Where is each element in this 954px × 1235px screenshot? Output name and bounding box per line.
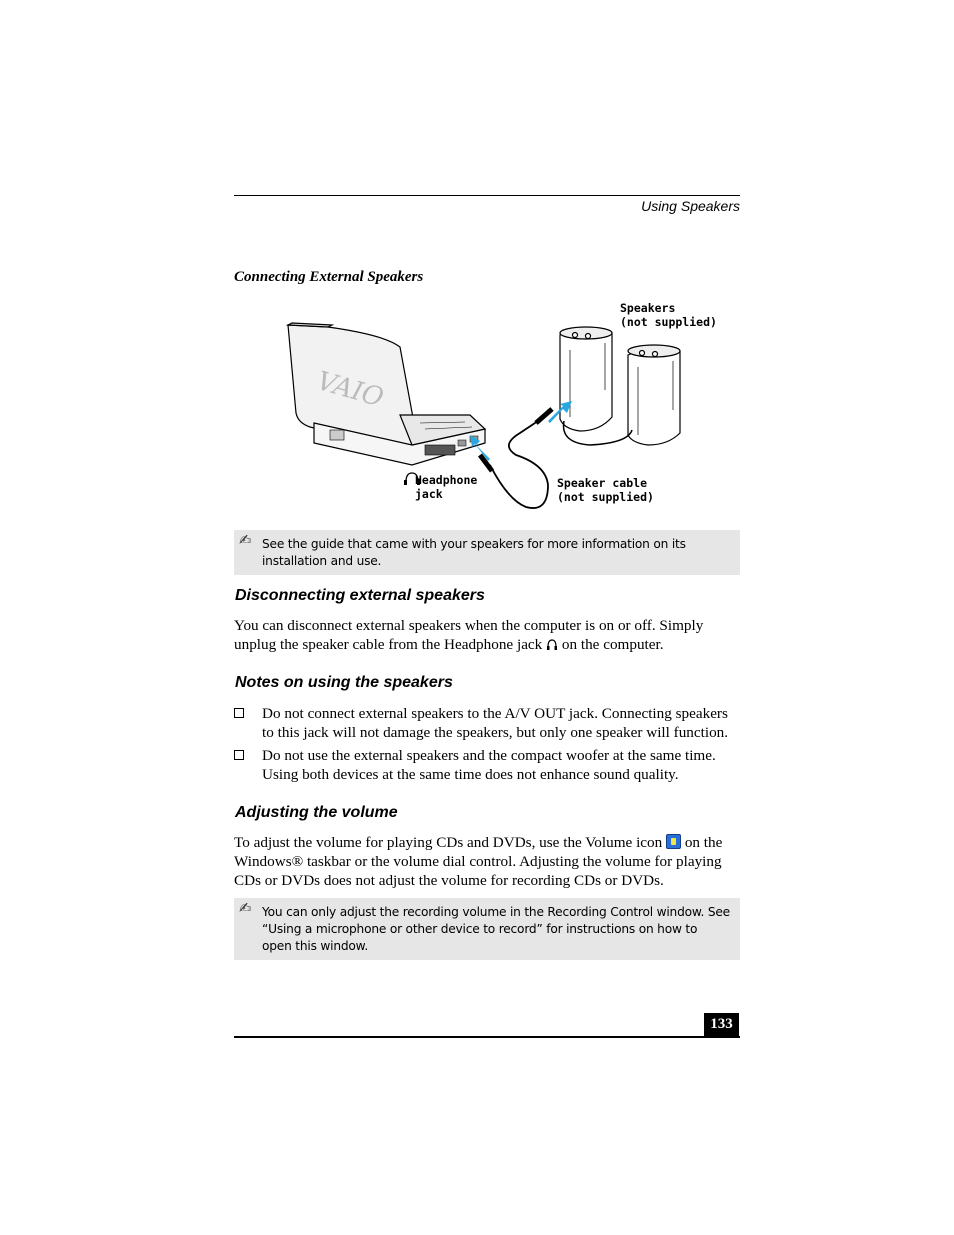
- note-installation-text: See the guide that came with your speakers for more information on its installation and use.: [262, 537, 686, 568]
- note-installation: [234, 530, 740, 575]
- page-number: 133: [704, 1013, 739, 1038]
- volume-text-after: on the Windows® taskbar or the volume dial control. Adjusting the volume for playing CDs or DVDs does not adjust the volume for recording CDs or DVDs.: [234, 834, 723, 889]
- label-headphone-jack: Headphone jack: [415, 473, 478, 501]
- note-recording-text: You can only adjust the recording volume in the Recording Control window. See “Using a microphone or other device to record” for instructions on how to open this window.: [262, 905, 730, 953]
- pencil-note-icon: ✍: [239, 531, 252, 549]
- paragraph-disconnecting: [234, 616, 740, 654]
- speaker-cable: [490, 421, 548, 508]
- footer-rule: [234, 1036, 740, 1038]
- checkbox-bullet-icon: [234, 708, 244, 718]
- disconnect-text-after: on the computer.: [561, 636, 664, 653]
- disconnect-text-before: You can disconnect external speakers when the computer is on or off. Simply unplug the speaker cable from the Headphone jack: [234, 617, 704, 653]
- label-speaker-cable: Speaker cable (not supplied): [557, 476, 654, 504]
- heading-notes: Notes on using the speakers: [235, 674, 453, 691]
- paragraph-volume: [234, 833, 740, 890]
- bullet-text: Do not use the external speakers and the compact woofer at the same time. Using both devices at the same time does not enhance sound quality.: [262, 747, 716, 783]
- pencil-note-icon: ✍: [239, 899, 252, 917]
- laptop-logo: VAIO: [313, 366, 387, 414]
- heading-adjusting-volume: Adjusting the volume: [235, 804, 398, 821]
- volume-icon: [666, 834, 681, 849]
- running-head: Using Speakers: [641, 198, 740, 214]
- volume-text-before: To adjust the volume for playing CDs and DVDs, use the Volume icon: [234, 834, 663, 851]
- checkbox-bullet-icon: [234, 750, 244, 760]
- figure-caption: Connecting External Speakers: [234, 269, 424, 285]
- list-item: [234, 704, 740, 742]
- label-speakers: Speakers (not supplied): [620, 301, 717, 329]
- heading-disconnecting: Disconnecting external speakers: [235, 587, 485, 604]
- header-rule: [234, 195, 740, 196]
- list-item: [234, 746, 740, 784]
- bullet-text: Do not connect external speakers to the A/V OUT jack. Connecting speakers to this jack will not damage the speakers, but only one speaker will function.: [262, 705, 729, 741]
- speaker-connection-figure: [280, 295, 720, 515]
- speakers-illustration: [560, 327, 680, 445]
- note-recording-volume: [234, 898, 740, 960]
- headphone-icon: [546, 638, 558, 651]
